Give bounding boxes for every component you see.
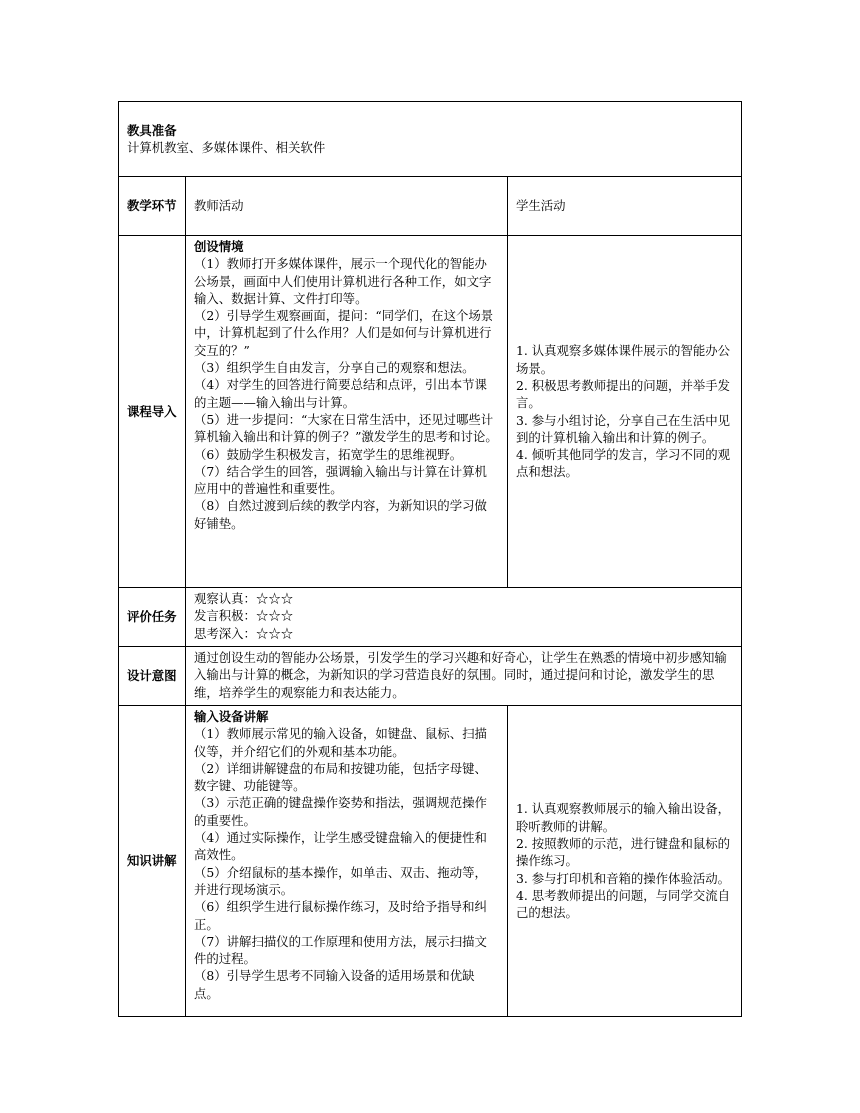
lesson-plan-table: [118, 101, 742, 1017]
knowledge-teacher-title: 输入设备讲解: [194, 709, 269, 724]
intro-student-item: 2. 积极思考教师提出的问题，并举手发言。: [516, 377, 731, 411]
evaluation-item: 发言积极：☆☆☆: [194, 608, 294, 624]
evaluation-item: 思考深入：☆☆☆: [194, 625, 294, 641]
materials-cell: [119, 102, 742, 177]
materials-heading: 教具准备: [127, 123, 177, 138]
intro-row: [119, 236, 742, 588]
intro-teacher-item: （4）对学生的回答进行简要总结和点评，引出本节课的主题——输入输出与计算。: [194, 377, 487, 410]
knowledge-teacher-item: （7）讲解扫描仪的工作原理和使用方法，展示扫描文件的过程。: [194, 933, 487, 967]
knowledge-student-item: 4. 思考教师提出的问题，与同学交流自己的想法。: [516, 887, 731, 921]
knowledge-stage: 知识讲解: [119, 706, 186, 1017]
intro-stage: 课程导入: [119, 236, 186, 588]
intro-teacher-item: （3）组织学生自由发言，分享自己的观察和想法。: [194, 360, 475, 376]
header-stage: 教学环节: [119, 177, 186, 236]
knowledge-teacher-item: （8）引导学生思考不同输入设备的适用场景和优缺点。: [194, 968, 475, 1001]
intro-teacher-item: （1）教师打开多媒体课件，展示一个现代化的智能办公场景，画面中人们使用计算机进行各种工作，如文字输入、数据计算、文件打印等。: [194, 256, 492, 306]
evaluation-row: [119, 588, 742, 647]
intro-teacher-item: （2）引导学生观察画面，提问：“同学们，在这个场景中，计算机起到了什么作用？人们是如何与计算机进行交互的？”: [194, 308, 494, 358]
intro-teacher-title: 创设情境: [194, 239, 244, 254]
intro-teacher-cell: [186, 236, 508, 588]
evaluation-stage: 评价任务: [119, 588, 186, 647]
design-row: [119, 647, 742, 706]
knowledge-teacher-item: （3）示范正确的键盘操作姿势和指法，强调规范操作的重要性。: [194, 795, 487, 828]
intro-teacher-item: （5）进一步提问：“大家在日常生活中，还见过哪些计算机输入输出和计算的例子？”激发学生的思考和讨论。: [194, 411, 498, 445]
knowledge-teacher-item: （4）通过实际操作，让学生感受键盘输入的便捷性和高效性。: [194, 830, 487, 863]
intro-student-cell: [508, 236, 742, 588]
intro-student-item: 1. 认真观察多媒体课件展示的智能办公场景。: [516, 343, 731, 376]
design-stage: 设计意图: [119, 647, 186, 706]
knowledge-student-cell: [508, 706, 742, 1017]
materials-row: [119, 102, 742, 177]
intro-student-item: 4. 倾听其他同学的发言，学习不同的观点和想法。: [516, 447, 731, 480]
knowledge-teacher-item: （5）介绍鼠标的基本操作，如单击、双击、拖动等，并进行现场演示。: [194, 864, 487, 897]
evaluation-item: 观察认真：☆☆☆: [194, 591, 294, 606]
knowledge-teacher-item: （6）组织学生进行鼠标操作练习，及时给予指导和纠正。: [194, 899, 487, 932]
header-row: [119, 177, 742, 236]
knowledge-teacher-item: （1）教师展示常见的输入设备，如键盘、鼠标、扫描仪等，并介绍它们的外观和基本功能。: [194, 726, 487, 759]
knowledge-student-item: 3. 参与打印机和音箱的操作体验活动。: [516, 870, 731, 886]
header-teacher: 教师活动: [186, 177, 508, 236]
knowledge-student-item: 2. 按照教师的示范，进行键盘和鼠标的操作练习。: [516, 836, 731, 869]
intro-teacher-item: （8）自然过渡到后续的教学内容，为新知识的学习做好铺垫。: [194, 498, 487, 531]
design-text: 通过创设生动的智能办公场景，引发学生的学习兴趣和好奇心，让学生在熟悉的情境中初步感知输入输出与计算的概念，为新知识的学习营造良好的氛围。同时，通过提问和讨论，激发学生的思维，培养学生的观察能力和表达能力。: [186, 647, 742, 706]
evaluation-cell: [186, 588, 742, 647]
knowledge-row: [119, 706, 742, 1017]
knowledge-student-item: 1. 认真观察教师展示的输入输出设备，聆听教师的讲解。: [516, 801, 731, 834]
header-student: 学生活动: [508, 177, 742, 236]
intro-teacher-item: （6）鼓励学生积极发言，拓宽学生的思维视野。: [194, 446, 463, 462]
knowledge-teacher-cell: [186, 706, 508, 1017]
intro-student-item: 3. 参与小组讨论，分享自己在生活中见到的计算机输入输出和计算的例子。: [516, 412, 731, 445]
intro-teacher-item: （7）结合学生的回答，强调输入输出与计算在计算机应用中的普遍性和重要性。: [194, 463, 487, 497]
knowledge-teacher-item: （2）详细讲解键盘的布局和按键功能，包括字母键、数字键、功能键等。: [194, 760, 487, 794]
materials-content: 计算机教室、多媒体课件、相关软件: [127, 140, 326, 156]
